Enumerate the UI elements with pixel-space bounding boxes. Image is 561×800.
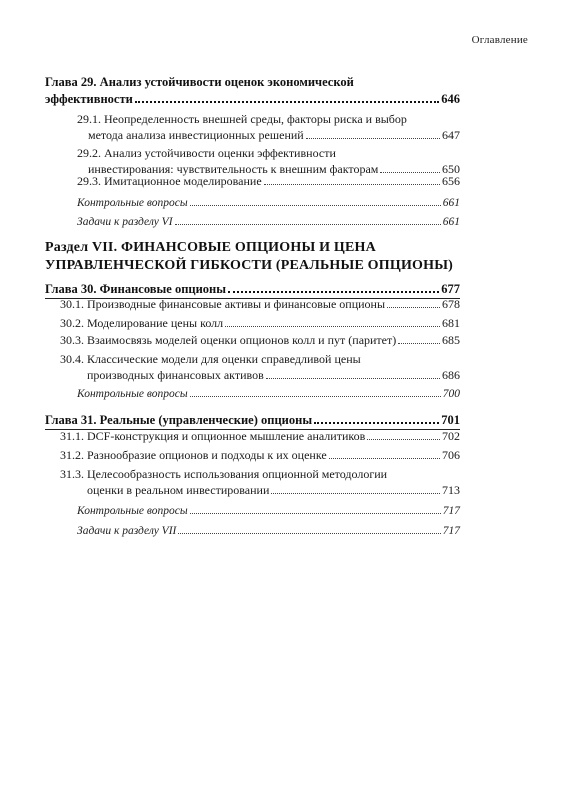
toc-review-questions-30[interactable]	[77, 385, 460, 402]
toc-entry-title-line: 29.1. Неопределенность внешней среды, факторы риска и выбор	[77, 112, 407, 126]
toc-entry-leader-line	[77, 127, 460, 143]
toc-entry-title-line: Контрольные вопросы	[77, 197, 188, 209]
page-number: 677	[441, 282, 460, 296]
leader-dots	[266, 367, 440, 379]
toc-review-questions-31[interactable]	[77, 502, 460, 519]
toc-entry-leader-line	[77, 194, 460, 211]
leader-dots	[271, 482, 440, 494]
page-number: 646	[441, 92, 460, 106]
running-head: Оглавление	[471, 34, 528, 46]
page-number: 678	[442, 297, 460, 311]
page-number: 681	[442, 316, 460, 330]
toc-entry-leader-line	[60, 482, 460, 498]
page-number: 650	[442, 162, 460, 176]
page-number: 706	[442, 448, 460, 462]
toc-section-30-4[interactable]	[60, 351, 460, 383]
leader-dots	[175, 213, 441, 225]
part-heading-line: Раздел VII. ФИНАНСОВЫЕ ОПЦИОНЫ И ЦЕНА	[45, 240, 376, 255]
toc-entry-title-line: Задачи к разделу VII	[77, 525, 177, 537]
toc-section-31-3[interactable]	[60, 466, 460, 498]
toc-entry-title-line: инвестирования: чувствительность к внешним факторам	[88, 162, 379, 176]
leader-dots	[367, 428, 440, 440]
leader-dots	[398, 332, 440, 344]
page-number: 656	[442, 174, 460, 188]
page-number: 700	[442, 388, 460, 400]
page-number: 661	[442, 216, 460, 228]
toc-entry-leader-line	[45, 280, 460, 297]
toc-entry-leader-line	[60, 428, 460, 444]
toc-entry-title-line: 30.3. Взаимосвязь моделей оценки опционов колл и пут (паритет)	[60, 333, 397, 347]
toc-entry-title-line: 29.2. Анализ устойчивости оценки эффективности	[77, 146, 336, 160]
toc-chapter-29[interactable]	[45, 74, 460, 107]
leader-dots	[264, 173, 440, 185]
leader-dots	[178, 522, 440, 534]
toc-entry-leader-line	[60, 315, 460, 331]
page-number: 661	[442, 197, 460, 209]
page-number: 717	[442, 525, 460, 537]
leader-dots	[228, 280, 439, 293]
page-number: 717	[442, 505, 460, 517]
toc-entry-title-line: 30.4. Классические модели для оценки справедливой цены	[60, 352, 361, 366]
leader-dots	[190, 385, 441, 397]
toc-entry-title-line: 30.2. Моделирование цены колл	[60, 316, 224, 330]
toc-entry-title-line: 30.1. Производные финансовые активы и финансовые опционы	[60, 297, 386, 311]
page-number: 647	[442, 128, 460, 142]
leader-dots	[225, 315, 440, 327]
toc-entry-leader-line	[60, 447, 460, 463]
toc-entry-title-line: Контрольные вопросы	[77, 505, 188, 517]
toc-section-30-3[interactable]	[60, 332, 460, 348]
toc-entry-leader-line	[77, 522, 460, 539]
leader-dots	[329, 447, 440, 459]
toc-tasks-part-6[interactable]	[77, 213, 460, 230]
toc-entry-title-line: оценки в реальном инвестировании	[87, 483, 270, 497]
toc-entry-leader-line	[77, 502, 460, 519]
toc-entry-leader-line	[60, 296, 460, 312]
toc-entry-title-line: 29.3. Имитационное моделирование	[77, 174, 262, 188]
toc-tasks-part-7[interactable]	[77, 522, 460, 539]
toc-entry-title-line: эффективности	[45, 92, 133, 106]
leader-dots	[314, 411, 439, 424]
toc-entry-title-line: Глава 29. Анализ устойчивости оценок экономической	[45, 75, 354, 89]
toc-review-questions-29[interactable]	[77, 194, 460, 211]
leader-dots	[306, 127, 440, 139]
toc-chapter-30[interactable]	[45, 280, 460, 297]
leader-dots	[387, 296, 440, 308]
page-number: 713	[442, 483, 460, 497]
toc-section-31-2[interactable]	[60, 447, 460, 463]
part-heading-line: УПРАВЛЕНЧЕСКОЙ ГИБКОСТИ (РЕАЛЬНЫЕ ОПЦИОНЫ)	[45, 258, 454, 273]
leader-dots	[190, 194, 441, 206]
toc-section-30-1[interactable]	[60, 296, 460, 312]
page-number: 685	[442, 333, 460, 347]
toc-entry-leader-line	[45, 411, 460, 428]
page-number: 702	[442, 429, 460, 443]
toc-entry-leader-line	[77, 385, 460, 402]
toc-entry-title-line: Задачи к разделу VI	[77, 216, 173, 228]
toc-section-31-1[interactable]	[60, 428, 460, 444]
page-number: 686	[442, 368, 460, 382]
toc-entry-leader-line	[60, 332, 460, 348]
toc-section-29-3[interactable]	[77, 173, 460, 189]
toc-entry-leader-line	[45, 90, 460, 107]
leader-dots	[135, 90, 439, 103]
leader-dots	[190, 502, 441, 514]
toc-entry-title-line: Глава 31. Реальные (управленческие) опционы	[45, 413, 313, 427]
toc-entry-title-line: Глава 30. Финансовые опционы	[45, 282, 227, 296]
toc-part-7-heading[interactable]	[45, 239, 525, 275]
toc-entry-title-line: производных финансовых активов	[87, 368, 264, 382]
toc-chapter-31[interactable]	[45, 411, 460, 428]
toc-section-29-1[interactable]	[77, 111, 460, 143]
toc-entry-title-line: 31.1. DCF-конструкция и опционное мышление аналитиков	[60, 429, 366, 443]
toc-entry-leader-line	[77, 213, 460, 230]
toc-entry-title-line: метода анализа инвестиционных решений	[88, 128, 304, 142]
toc-entry-leader-line	[60, 367, 460, 383]
leader-dots	[380, 161, 440, 173]
toc-entry-leader-line	[77, 173, 460, 189]
toc-section-30-2[interactable]	[60, 315, 460, 331]
toc-entry-title-line: Контрольные вопросы	[77, 388, 188, 400]
toc-entry-title-line: 31.3. Целесообразность использования опционной методологии	[60, 467, 388, 481]
toc-entry-title-line: 31.2. Разнообразие опционов и подходы к их оценке	[60, 448, 327, 462]
page-number: 701	[441, 413, 460, 427]
